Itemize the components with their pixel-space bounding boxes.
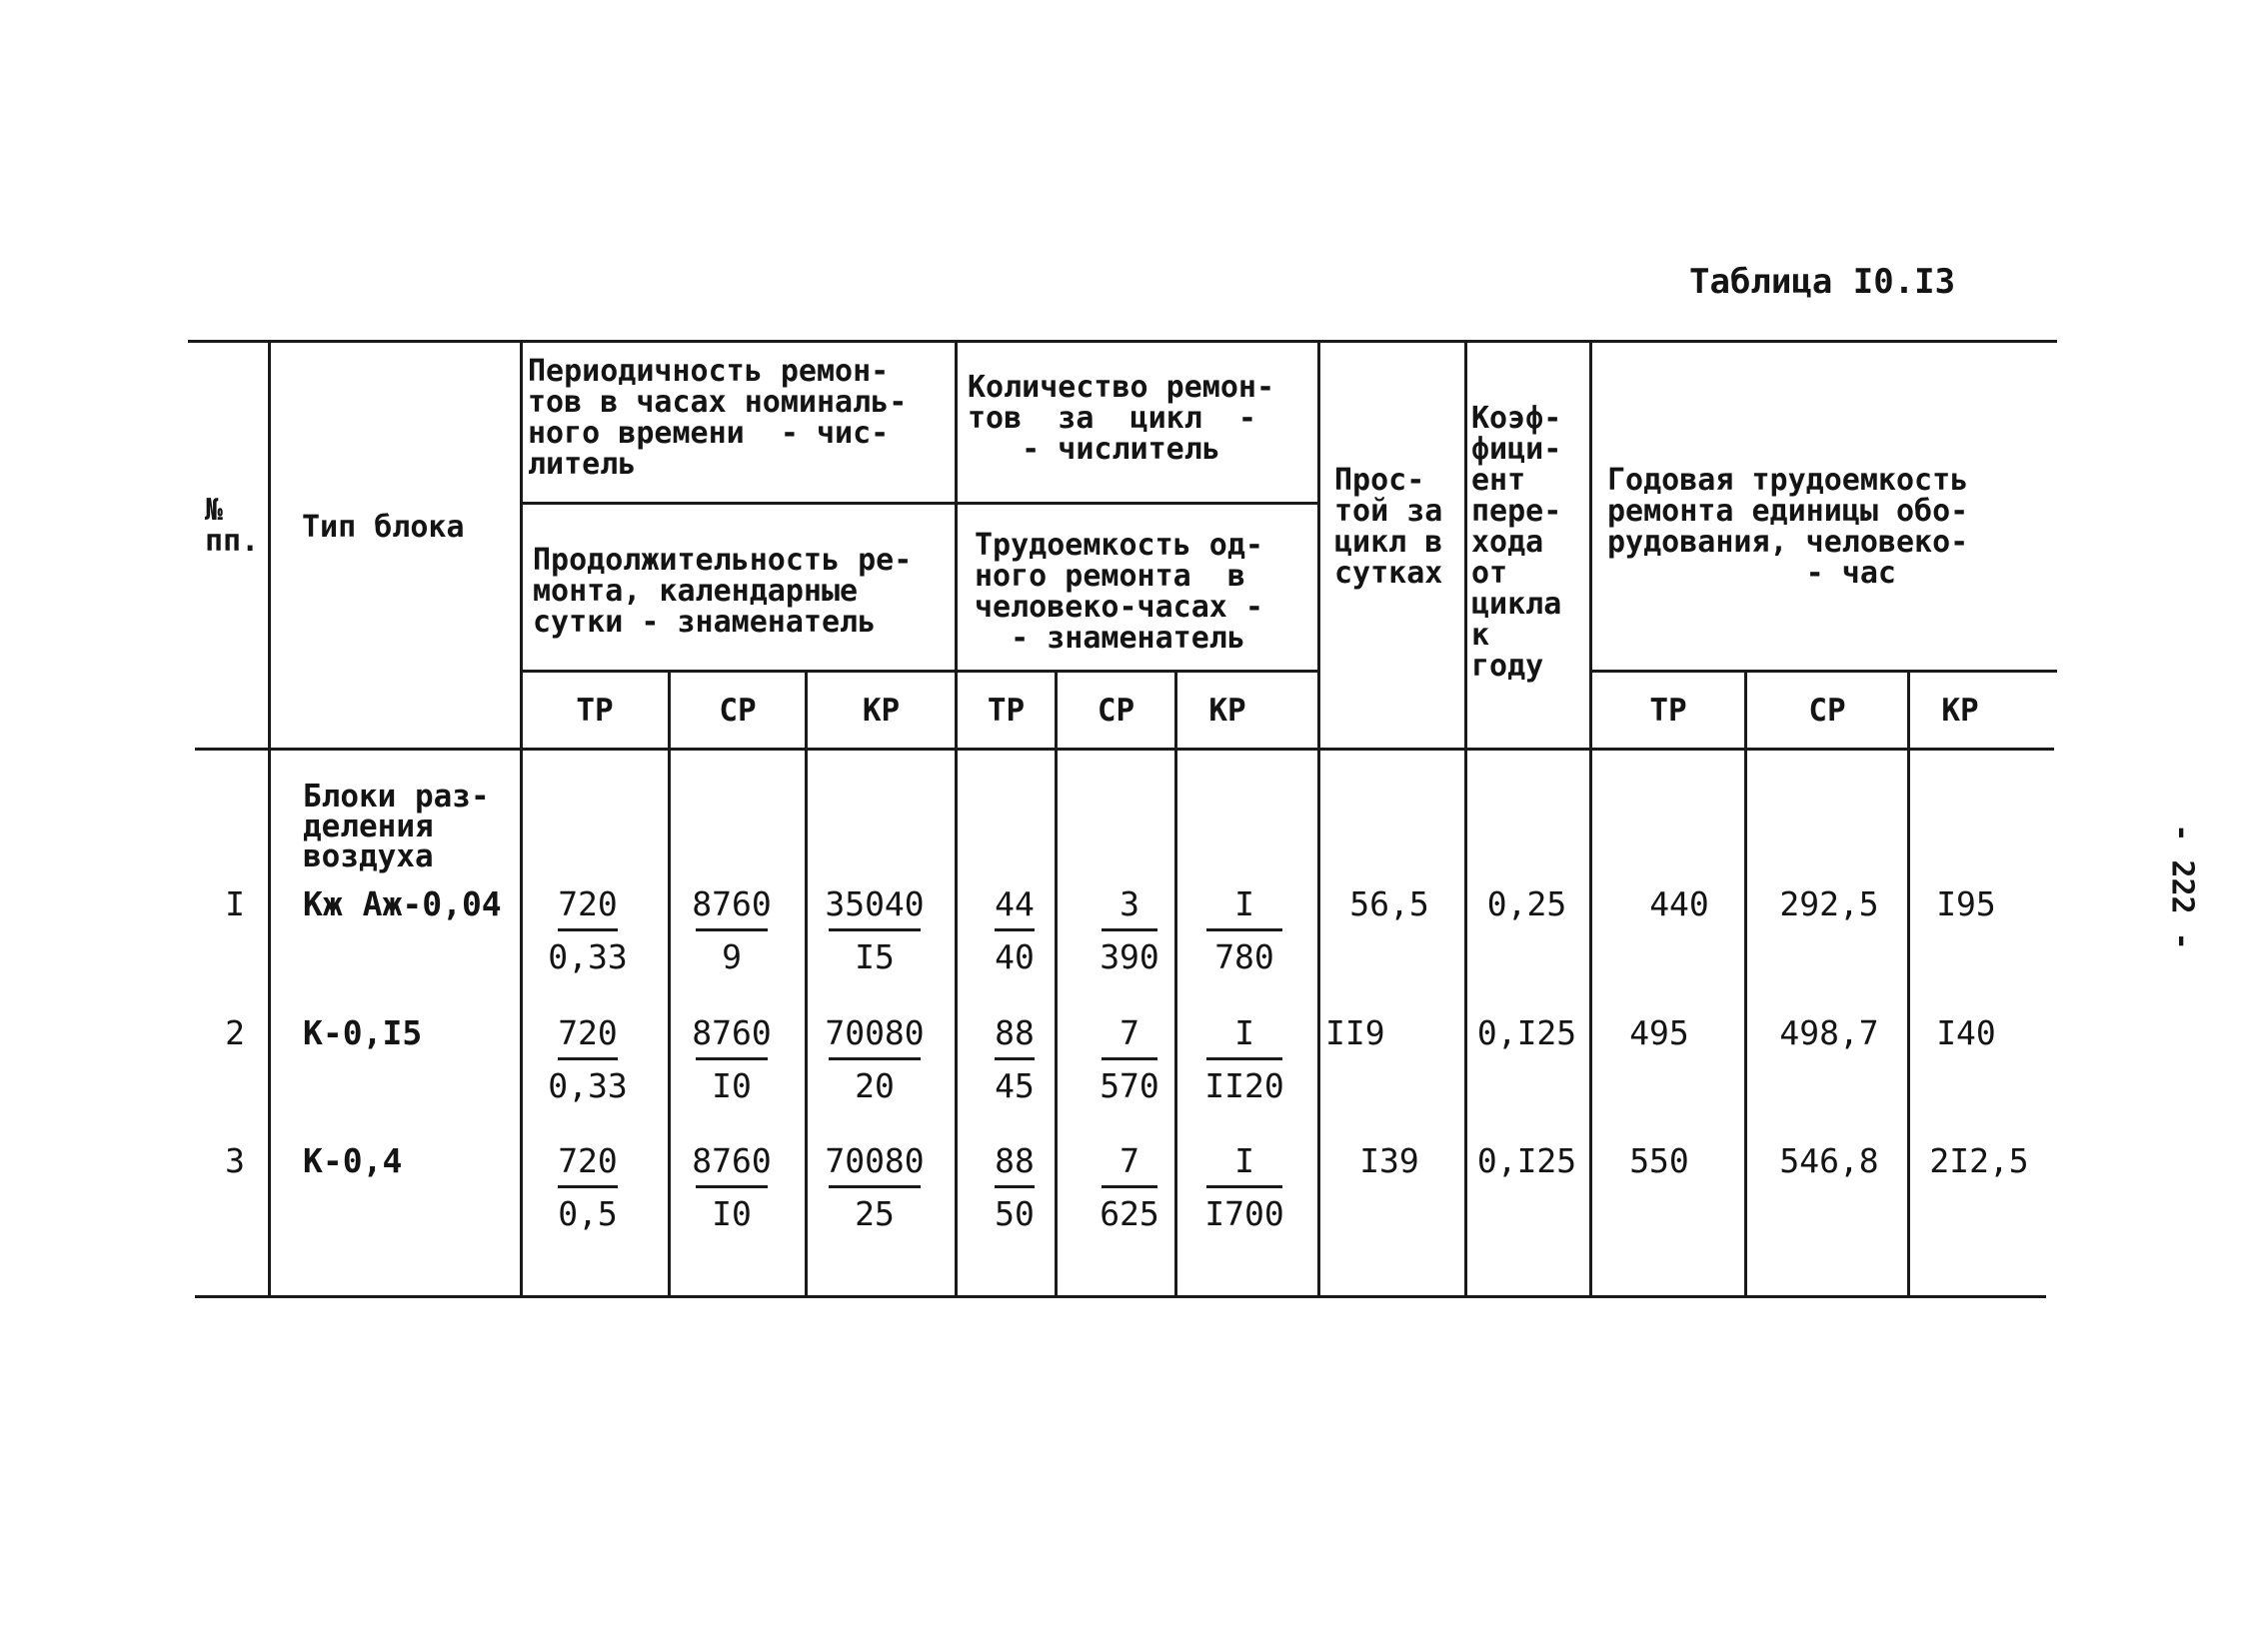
fraction-period-kr: 35040 I5 (825, 884, 925, 976)
row-type: К-0,4 (303, 1141, 403, 1180)
rule-header-sub-left (520, 670, 1319, 673)
col-rule-2 (520, 340, 523, 1297)
row-num: 3 (225, 1141, 245, 1180)
page-number: - 222 - (2164, 824, 2200, 950)
fraction-count-tr: 44 40 (995, 884, 1035, 976)
fraction-count-sr: 3 390 (1100, 884, 1159, 976)
fraction-count-tr: 88 45 (995, 1013, 1035, 1105)
col-rule-7 (1174, 670, 1177, 1297)
cell-annual-kr: I95 (1936, 884, 1996, 923)
header-periodicity: Периодичность ремон- тов в часах номиналь- ного времени - чис- литель (528, 354, 908, 482)
header-downtime: Прос- той за цикл в сутках (1334, 463, 1443, 591)
rule-bottom (195, 1295, 2046, 1298)
col-rule-11 (1744, 670, 1747, 1297)
rule-header-mid (520, 502, 1319, 505)
col-rule-12 (1907, 670, 1910, 1297)
subheader-period-tr: ТР (576, 693, 614, 729)
cell-coef: 0,25 (1486, 884, 1567, 923)
header-labor: Трудоемкость од- ного ремонта в человеко-часах - - знаменатель (975, 528, 1263, 656)
subheader-period-kr: КР (862, 693, 901, 729)
fraction-period-sr: 8760 I0 (692, 1141, 772, 1233)
fraction-count-kr: I 780 (1199, 884, 1289, 977)
cell-annual-tr: 495 (1629, 1013, 1689, 1052)
group-label: Блоки раз- деления воздуха (303, 779, 490, 874)
fraction-period-tr: 720 0,5 (558, 1141, 618, 1233)
cell-downtime: I39 (1359, 1141, 1419, 1180)
subheader-annual-tr: ТР (1649, 693, 1687, 729)
col-rule-8 (1317, 340, 1320, 1297)
col-rule-5 (955, 340, 958, 1297)
subheader-count-tr: ТР (987, 693, 1026, 729)
row-num: 2 (225, 1013, 245, 1052)
cell-coef: 0,I25 (1476, 1013, 1577, 1052)
col-rule-10 (1589, 340, 1592, 1297)
subheader-count-sr: СР (1097, 693, 1135, 729)
cell-coef: 0,I25 (1476, 1141, 1577, 1180)
fraction-period-kr: 70080 25 (825, 1141, 925, 1233)
col-rule-9 (1464, 340, 1467, 1297)
cell-downtime: II9 (1325, 1013, 1385, 1052)
header-count: Количество ремон- тов за цикл - - числитель (968, 370, 1275, 467)
subheader-annual-sr: СР (1808, 693, 1846, 729)
cell-annual-tr: 550 (1629, 1141, 1689, 1180)
rule-header-sub-right (1589, 670, 2057, 673)
row-type: К-0,I5 (303, 1013, 423, 1052)
header-annual: Годовая трудоемкость ремонта единицы обо- рудования, человеко- - час (1607, 463, 1969, 591)
fraction-period-tr: 720 0,33 (548, 884, 628, 976)
cell-annual-sr: 498,7 (1779, 1013, 1879, 1052)
col-rule-1 (268, 340, 271, 1297)
header-type: Тип блока (302, 510, 465, 545)
subheader-annual-kr: КР (1941, 693, 1979, 729)
row-num: I (225, 884, 245, 923)
col-rule-6 (1055, 670, 1058, 1297)
subheader-period-sr: СР (719, 693, 757, 729)
fraction-period-tr: 720 0,33 (548, 1013, 628, 1105)
fraction-count-sr: 7 570 (1100, 1013, 1159, 1105)
cell-annual-tr: 440 (1649, 884, 1709, 923)
fraction-count-kr: I II20 (1204, 1013, 1284, 1105)
header-duration: Продолжительность ре- монта, календарные сутки - знаменатель (533, 543, 913, 640)
fraction-count-sr: 7 625 (1100, 1141, 1159, 1233)
row-type: Кж Аж-0,04 (303, 884, 502, 923)
fraction-count-kr: I I700 (1204, 1141, 1284, 1233)
cell-downtime: 56,5 (1349, 884, 1429, 923)
header-coef: Коэф- фици- ент пере- хода от цикла к году (1471, 401, 1562, 684)
subheader-count-kr: КР (1208, 693, 1246, 729)
col-rule-4 (805, 670, 808, 1297)
cell-annual-sr: 546,8 (1779, 1141, 1879, 1180)
cell-annual-kr: I40 (1936, 1013, 1996, 1052)
rule-top (188, 340, 2057, 343)
fraction-period-kr: 70080 20 (825, 1013, 925, 1105)
fraction-count-tr: 88 50 (995, 1141, 1035, 1233)
table-caption: Таблица I0.I3 (1689, 262, 1956, 302)
fraction-period-sr: 8760 I0 (692, 1013, 772, 1105)
cell-annual-sr: 292,5 (1779, 884, 1879, 923)
col-rule-3 (668, 670, 671, 1297)
rule-header-bottom (195, 748, 2054, 751)
header-num: № пп. (205, 493, 260, 559)
fraction-period-sr: 8760 9 (692, 884, 772, 976)
cell-annual-kr: 2I2,5 (1929, 1141, 2029, 1180)
